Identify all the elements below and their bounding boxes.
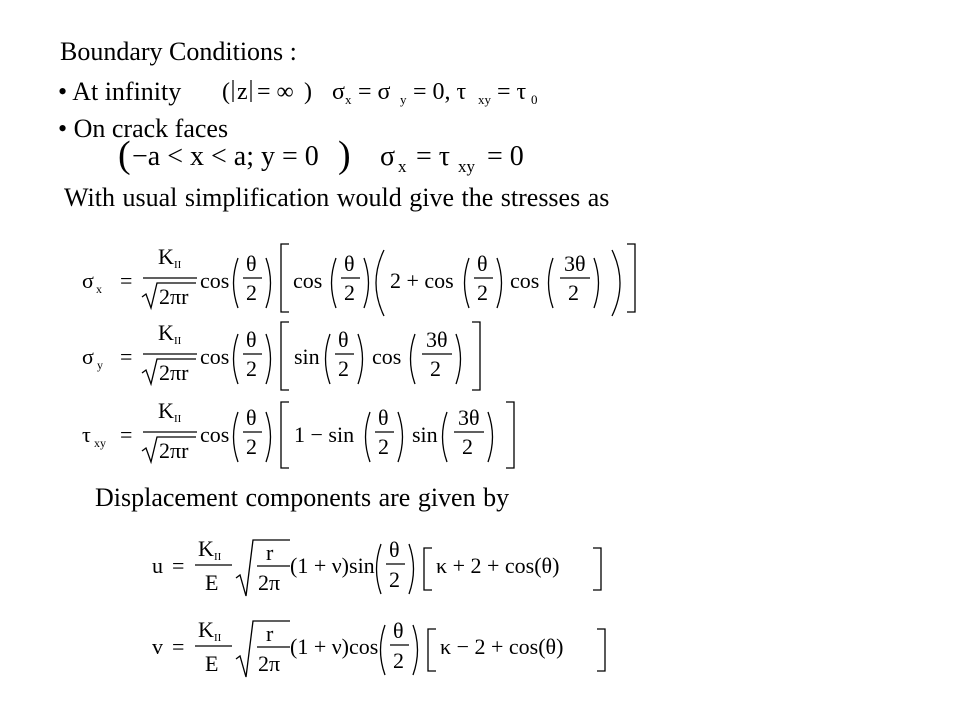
svg-text:θ: θ: [246, 251, 257, 276]
svg-text:= 0, τ: = 0, τ: [413, 79, 467, 105]
svg-text:1 − sin: 1 − sin: [294, 422, 355, 447]
svg-text:K: K: [158, 244, 174, 269]
svg-text:=: =: [172, 634, 185, 659]
svg-text:2: 2: [393, 648, 404, 673]
svg-text:3θ: 3θ: [564, 251, 586, 276]
svg-text:cos: cos: [200, 422, 230, 447]
svg-text:K: K: [158, 398, 174, 423]
svg-text:v: v: [152, 634, 163, 659]
svg-text:r: r: [266, 621, 274, 646]
section-heading: Boundary Conditions :: [60, 37, 297, 66]
svg-text:= τ: = τ: [416, 141, 451, 172]
svg-text:= σ: = σ: [358, 79, 391, 105]
svg-text:θ: θ: [393, 618, 404, 643]
svg-text:= ∞: = ∞: [257, 79, 294, 105]
svg-text:II: II: [214, 551, 222, 563]
svg-text:E: E: [205, 570, 219, 595]
svg-text:3θ: 3θ: [458, 405, 480, 430]
svg-text:cos: cos: [200, 344, 230, 369]
svg-text:θ: θ: [389, 537, 400, 562]
svg-text:II: II: [214, 632, 222, 644]
svg-text:K: K: [158, 320, 174, 345]
svg-text:κ − 2 + cos(θ): κ − 2 + cos(θ): [440, 634, 564, 659]
svg-text:2πr: 2πr: [159, 360, 189, 385]
svg-text:θ: θ: [344, 251, 355, 276]
svg-text:−a < x < a; y = 0: −a < x < a; y = 0: [132, 141, 319, 172]
svg-text:E: E: [205, 651, 219, 676]
svg-text:2: 2: [462, 434, 473, 459]
stresses-intro: With usual simplification would give the stresses as: [64, 183, 610, 212]
svg-text:y: y: [400, 92, 407, 107]
svg-text:II: II: [174, 413, 182, 425]
svg-text:2π: 2π: [258, 651, 281, 676]
svg-text:K: K: [198, 536, 214, 561]
svg-text:θ: θ: [246, 327, 257, 352]
svg-text:xy: xy: [458, 157, 475, 176]
svg-text:2: 2: [568, 280, 579, 305]
svg-text:(: (: [222, 79, 230, 105]
svg-text:cos: cos: [200, 268, 230, 293]
svg-text:cos: cos: [372, 344, 402, 369]
svg-text:(1 + ν)cos: (1 + ν)cos: [290, 634, 379, 659]
svg-text:2πr: 2πr: [159, 438, 189, 463]
svg-text:2π: 2π: [258, 570, 281, 595]
svg-text:2: 2: [378, 434, 389, 459]
svg-text:u: u: [152, 553, 163, 578]
svg-text:): ): [304, 79, 312, 105]
svg-text:2: 2: [246, 434, 257, 459]
svg-text:= τ: = τ: [497, 79, 527, 105]
svg-text:x: x: [345, 92, 352, 107]
bullet-glyph: •: [58, 77, 68, 106]
svg-text:K: K: [198, 617, 214, 642]
svg-text:=: =: [120, 268, 133, 293]
svg-text:θ: θ: [246, 405, 257, 430]
svg-text:sin: sin: [294, 344, 320, 369]
svg-text:κ + 2 + cos(θ): κ + 2 + cos(θ): [436, 553, 560, 578]
svg-text:=: =: [120, 422, 133, 447]
svg-text:=: =: [120, 344, 133, 369]
svg-text:y: y: [97, 358, 103, 372]
svg-text:2: 2: [344, 280, 355, 305]
svg-text:sin: sin: [412, 422, 438, 447]
v-equation: [152, 617, 605, 677]
svg-text:II: II: [174, 259, 182, 271]
svg-text:σ: σ: [380, 141, 396, 172]
svg-text:z: z: [237, 79, 248, 105]
svg-text:θ: θ: [378, 405, 389, 430]
svg-text:x: x: [398, 157, 407, 176]
svg-text:(: (: [118, 134, 131, 176]
svg-text:2 + cos: 2 + cos: [390, 268, 454, 293]
bullet-label: At infinity: [72, 77, 182, 106]
svg-text:σ: σ: [332, 79, 345, 105]
svg-text:τ: τ: [82, 422, 91, 447]
svg-text:σ: σ: [82, 268, 94, 293]
svg-text:cos: cos: [293, 268, 323, 293]
displacement-intro: Displacement components are given by: [95, 483, 510, 512]
svg-text:3θ: 3θ: [426, 327, 448, 352]
svg-text:2: 2: [477, 280, 488, 305]
svg-text:2: 2: [338, 356, 349, 381]
svg-text:xy: xy: [94, 436, 106, 450]
u-equation: [152, 536, 601, 596]
svg-text:r: r: [266, 540, 274, 565]
svg-text:2: 2: [246, 280, 257, 305]
svg-text:σ: σ: [82, 344, 94, 369]
svg-text:2: 2: [246, 356, 257, 381]
svg-text:2πr: 2πr: [159, 284, 189, 309]
svg-text:II: II: [174, 335, 182, 347]
svg-text:): ): [338, 134, 351, 176]
svg-text:(1 + ν)sin: (1 + ν)sin: [290, 553, 375, 578]
svg-text:cos: cos: [510, 268, 540, 293]
svg-text:=: =: [172, 553, 185, 578]
svg-text:x: x: [96, 282, 102, 296]
svg-text:2: 2: [430, 356, 441, 381]
svg-text:θ: θ: [477, 251, 488, 276]
bullet-glyph: •: [58, 114, 68, 143]
svg-text:2: 2: [389, 567, 400, 592]
svg-text:0: 0: [531, 92, 538, 107]
svg-text:xy: xy: [478, 92, 491, 107]
bullet-label: On crack faces: [73, 114, 229, 143]
svg-text:θ: θ: [338, 327, 349, 352]
svg-text:= 0: = 0: [487, 141, 524, 172]
